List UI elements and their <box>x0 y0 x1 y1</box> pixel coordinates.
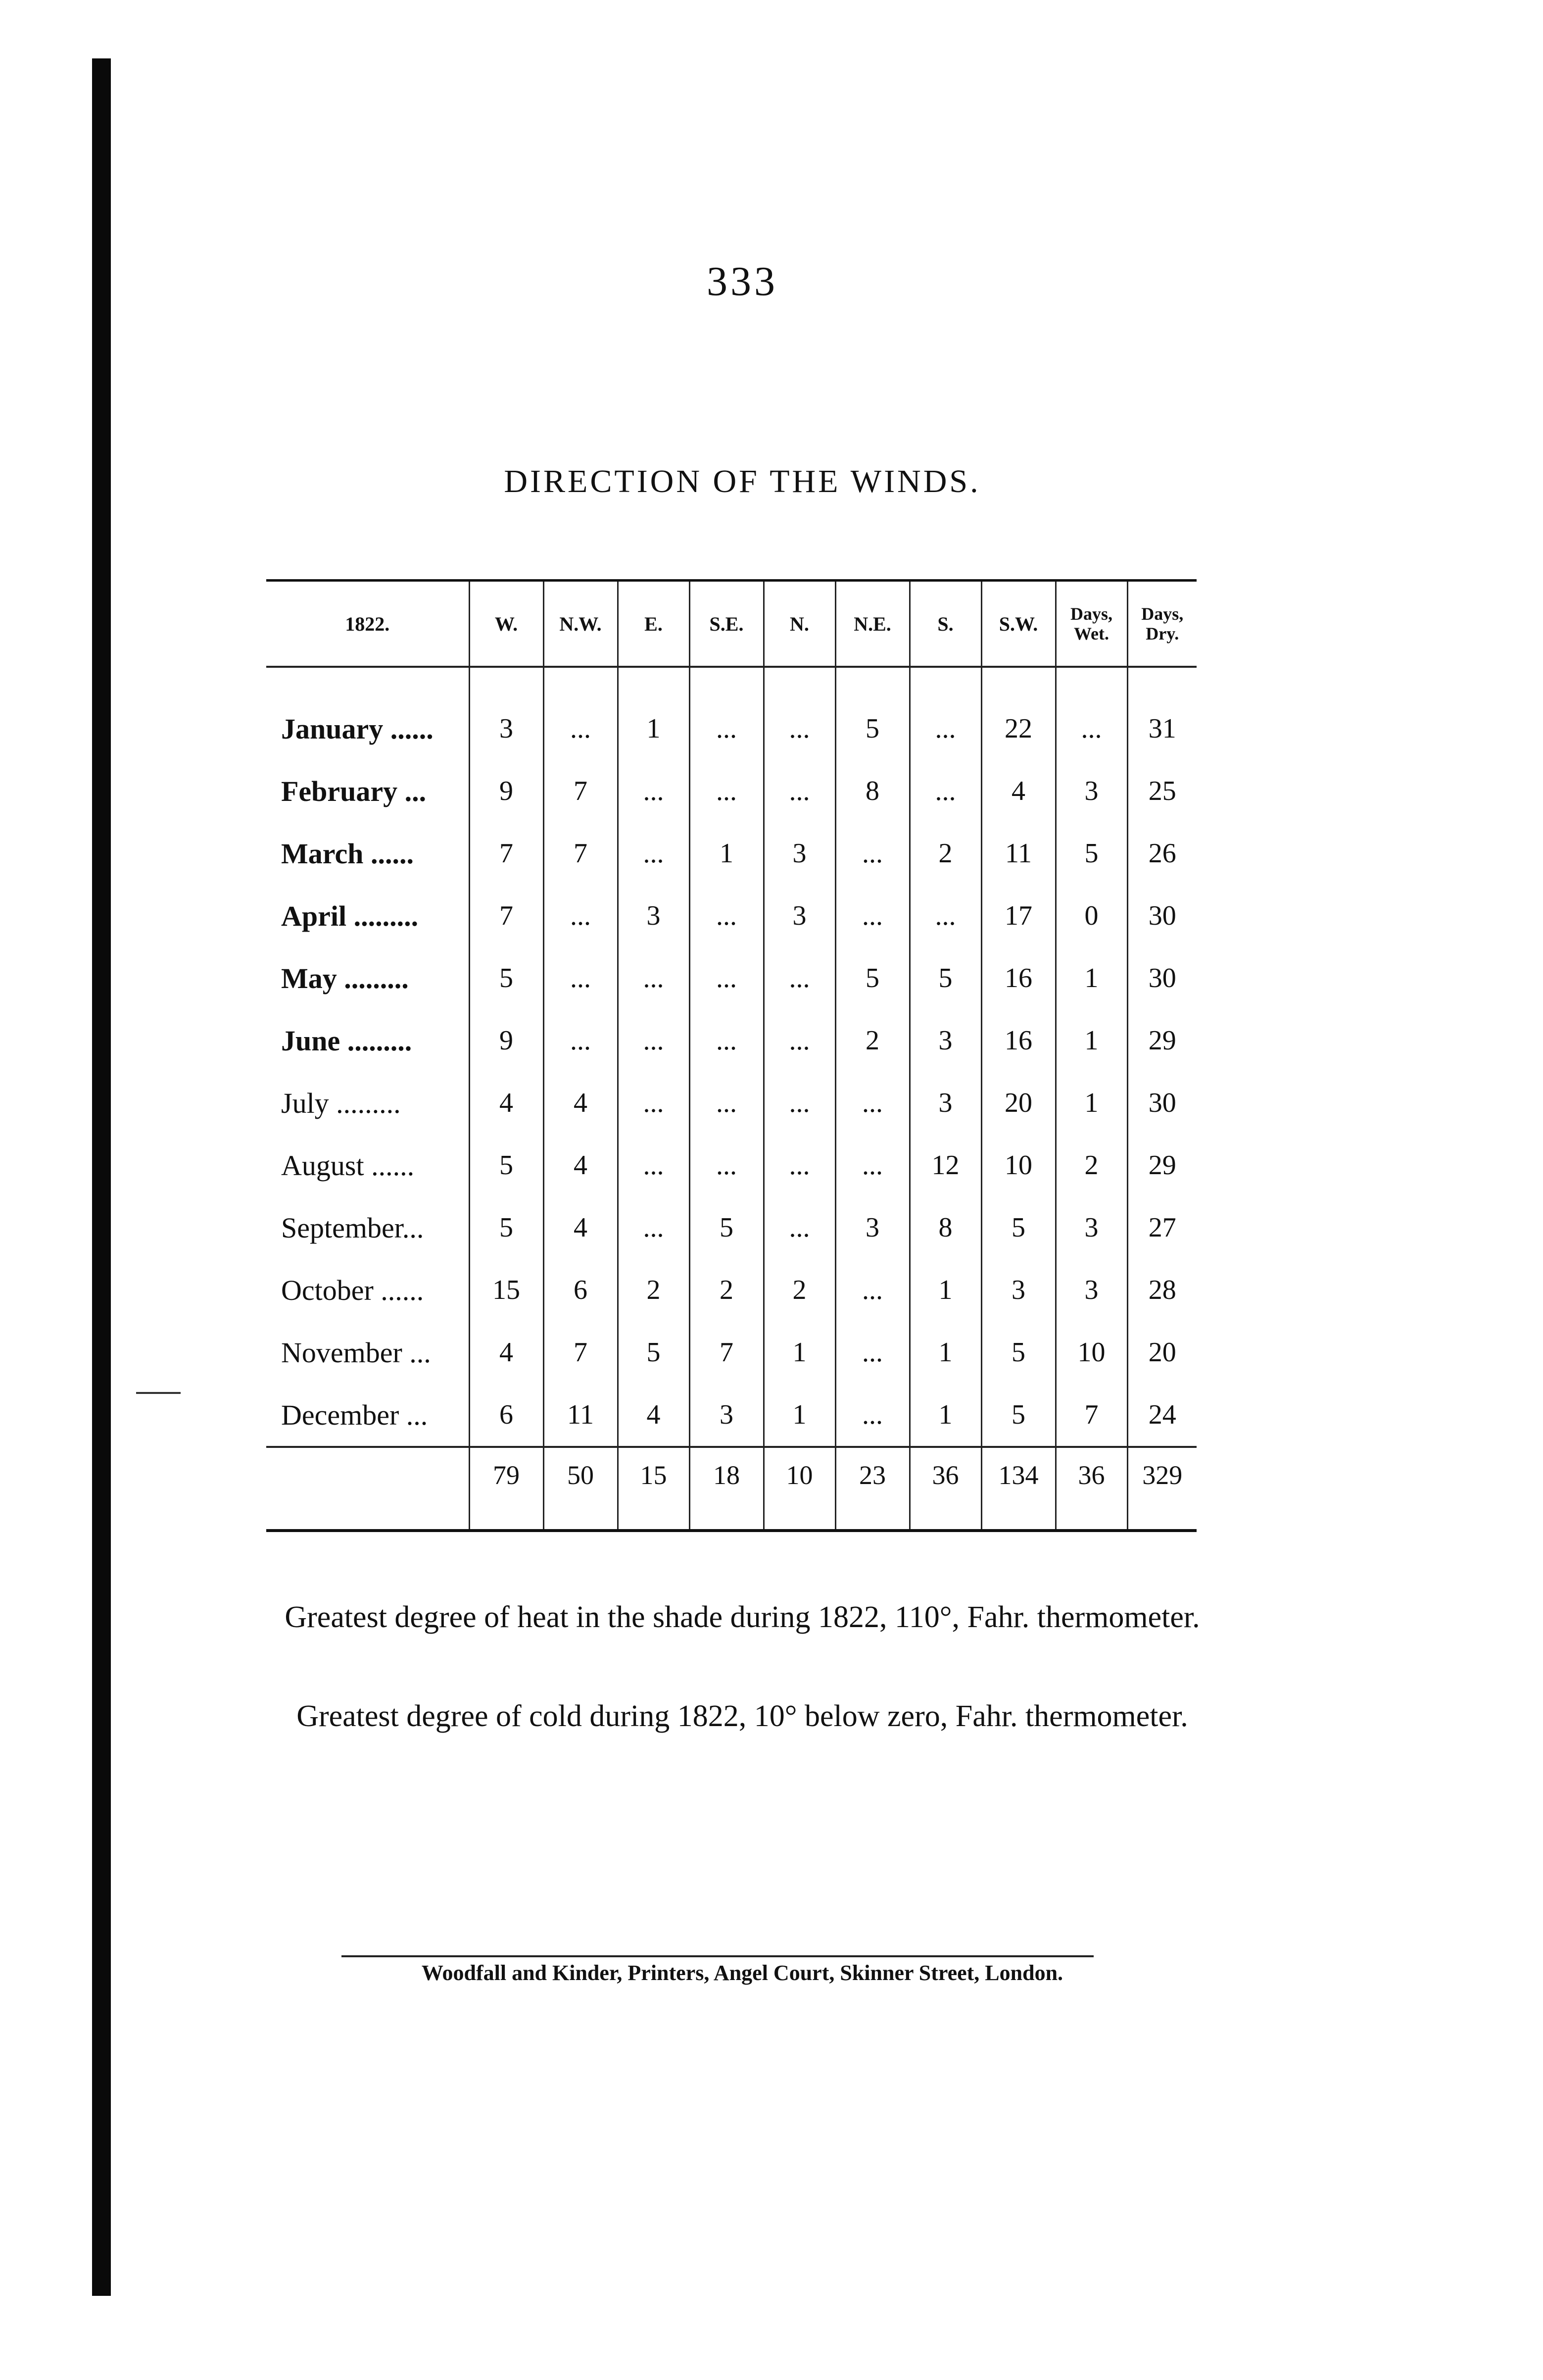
total-cell: 10 <box>764 1447 835 1531</box>
table-cell: 17 <box>981 885 1056 947</box>
table-cell: 7 <box>543 822 618 885</box>
total-cell: 329 <box>1127 1447 1197 1531</box>
table-cell: 11 <box>981 822 1056 885</box>
table-cell: ... <box>618 1009 689 1072</box>
table-cell: 29 <box>1127 1009 1197 1072</box>
col-header-se: S.E. <box>689 581 764 667</box>
table-cell: 2 <box>689 1259 764 1321</box>
table-cell: ... <box>764 947 835 1009</box>
table-cell: 15 <box>469 1259 543 1321</box>
table-cell: 4 <box>469 1072 543 1134</box>
table-cell: 5 <box>981 1321 1056 1384</box>
month-label: July ......... <box>281 1087 401 1119</box>
table-cell: ... <box>764 760 835 822</box>
table-cell: 4 <box>543 1134 618 1196</box>
table-cell: 3 <box>764 822 835 885</box>
month-label: September... <box>281 1211 424 1244</box>
month-label: February ... <box>281 775 427 807</box>
table-cell: 7 <box>689 1321 764 1384</box>
totals-row <box>266 1447 1197 1531</box>
table-cell: ... <box>543 885 618 947</box>
col-header-days-wet: Days, Wet. <box>1056 581 1127 667</box>
table-cell: 5 <box>910 947 981 1009</box>
table-cell: 10 <box>981 1134 1056 1196</box>
table-cell: ... <box>910 885 981 947</box>
table-cell: 1 <box>1056 1009 1127 1072</box>
table-cell: ... <box>764 1072 835 1134</box>
table-cell: 29 <box>1127 1134 1197 1196</box>
table-cell: 3 <box>764 885 835 947</box>
col-header-s: S. <box>910 581 981 667</box>
col-header-n: N. <box>764 581 835 667</box>
table-cell: ... <box>689 885 764 947</box>
table-cell: 3 <box>618 885 689 947</box>
table-cell: ... <box>543 1009 618 1072</box>
table-cell: 10 <box>1056 1321 1127 1384</box>
table-cell: ... <box>618 760 689 822</box>
header-row <box>266 581 1197 667</box>
table-cell: 20 <box>1127 1321 1197 1384</box>
table-cell: ... <box>618 822 689 885</box>
table-cell: ... <box>618 1134 689 1196</box>
table-cell: 26 <box>1127 822 1197 885</box>
table-cell: ... <box>835 1259 910 1321</box>
table-body <box>266 667 1197 1447</box>
table-cell: 7 <box>543 760 618 822</box>
table-cell: 22 <box>981 667 1056 760</box>
table-cell: 20 <box>981 1072 1056 1134</box>
table-row <box>266 1321 1197 1384</box>
month-label: May ......... <box>281 962 409 994</box>
table-cell: 4 <box>543 1072 618 1134</box>
table-cell: 2 <box>910 822 981 885</box>
table-cell: ... <box>764 667 835 760</box>
table-cell: 1 <box>689 822 764 885</box>
table-cell: 28 <box>1127 1259 1197 1321</box>
table-row <box>266 1196 1197 1259</box>
table-row <box>266 947 1197 1009</box>
table-cell: 1 <box>618 667 689 760</box>
table-cell: ... <box>835 822 910 885</box>
table-cell: 0 <box>1056 885 1127 947</box>
table-cell: ... <box>689 1134 764 1196</box>
table-cell: ... <box>689 1072 764 1134</box>
table-row <box>266 885 1197 947</box>
table-row <box>266 1259 1197 1321</box>
table-cell: 30 <box>1127 885 1197 947</box>
table-cell: ... <box>835 1072 910 1134</box>
col-header-nw: N.W. <box>543 581 618 667</box>
page-number: 333 <box>707 258 778 304</box>
note-greatest-cold: Greatest degree of cold during 1822, 10° below zero, Fahr. thermometer. <box>296 1699 1188 1733</box>
table-cell: 5 <box>469 1196 543 1259</box>
table-cell: ... <box>835 885 910 947</box>
table-cell: 3 <box>469 667 543 760</box>
month-label: April ......... <box>281 899 419 932</box>
table-row <box>266 1384 1197 1447</box>
table-cell: 7 <box>543 1321 618 1384</box>
table-cell: 27 <box>1127 1196 1197 1259</box>
table-cell: 25 <box>1127 760 1197 822</box>
month-label: November ... <box>281 1336 431 1369</box>
table-cell: 5 <box>1056 822 1127 885</box>
table-cell: 4 <box>981 760 1056 822</box>
table-cell: ... <box>910 667 981 760</box>
table-cell: 6 <box>469 1384 543 1447</box>
table-cell: ... <box>689 947 764 1009</box>
month-label: August ...... <box>281 1149 415 1182</box>
totals-label <box>266 1447 469 1531</box>
total-cell: 134 <box>981 1447 1056 1531</box>
margin-mark <box>136 1392 181 1394</box>
total-cell: 23 <box>835 1447 910 1531</box>
table-cell: 16 <box>981 947 1056 1009</box>
col-header-ne: N.E. <box>835 581 910 667</box>
table-cell: ... <box>764 1009 835 1072</box>
table-cell: ... <box>910 760 981 822</box>
table-cell: 9 <box>469 760 543 822</box>
table-cell: 3 <box>689 1384 764 1447</box>
table-cell: 1 <box>910 1384 981 1447</box>
table-row <box>266 1072 1197 1134</box>
table-cell: 3 <box>981 1259 1056 1321</box>
table-cell: 5 <box>469 947 543 1009</box>
table-cell: 1 <box>1056 947 1127 1009</box>
table-cell: 7 <box>469 885 543 947</box>
table-cell: 3 <box>910 1072 981 1134</box>
table-cell: ... <box>618 1072 689 1134</box>
col-header-w: W. <box>469 581 543 667</box>
total-cell: 36 <box>1056 1447 1127 1531</box>
note-greatest-heat: Greatest degree of heat in the shade during 1822, 110°, Fahr. thermometer. <box>285 1600 1200 1634</box>
table-cell: 16 <box>981 1009 1056 1072</box>
month-label: January ...... <box>281 712 434 745</box>
month-label: December ... <box>281 1398 428 1431</box>
table-cell: 12 <box>910 1134 981 1196</box>
table-cell: 1 <box>1056 1072 1127 1134</box>
table-cell: ... <box>543 667 618 760</box>
table-cell: ... <box>835 1134 910 1196</box>
page-title: DIRECTION OF THE WINDS. <box>504 463 981 499</box>
table-cell: 5 <box>618 1321 689 1384</box>
table-cell: 2 <box>835 1009 910 1072</box>
table-cell: 3 <box>1056 1196 1127 1259</box>
table-row <box>266 1134 1197 1196</box>
table-cell: 11 <box>543 1384 618 1447</box>
table-cell: ... <box>618 1196 689 1259</box>
table-cell: 9 <box>469 1009 543 1072</box>
table-cell: 1 <box>764 1384 835 1447</box>
total-cell: 15 <box>618 1447 689 1531</box>
table-cell: 1 <box>764 1321 835 1384</box>
table-cell: 24 <box>1127 1384 1197 1447</box>
table-cell: 3 <box>835 1196 910 1259</box>
table-cell: 1 <box>910 1259 981 1321</box>
table-cell: ... <box>618 947 689 1009</box>
table-cell: 5 <box>835 947 910 1009</box>
table-cell: 5 <box>469 1134 543 1196</box>
table-cell: ... <box>1056 667 1127 760</box>
total-cell: 18 <box>689 1447 764 1531</box>
table-cell: ... <box>543 947 618 1009</box>
printer-imprint: Woodfall and Kinder, Printers, Angel Court, Skinner Street, London. <box>421 1961 1063 1985</box>
winds-table <box>266 579 1197 1532</box>
table-cell: 7 <box>1056 1384 1127 1447</box>
total-cell: 79 <box>469 1447 543 1531</box>
total-cell: 36 <box>910 1447 981 1531</box>
table-cell: 7 <box>469 822 543 885</box>
total-cell: 50 <box>543 1447 618 1531</box>
table-cell: 5 <box>689 1196 764 1259</box>
table-cell: ... <box>764 1134 835 1196</box>
col-header-days-dry: Days, Dry. <box>1127 581 1197 667</box>
table-row <box>266 760 1197 822</box>
table-cell: 6 <box>543 1259 618 1321</box>
table-cell: 4 <box>618 1384 689 1447</box>
table-cell: 30 <box>1127 1072 1197 1134</box>
table-cell: 31 <box>1127 667 1197 760</box>
year-header: 1822. <box>266 581 469 667</box>
table-row <box>266 822 1197 885</box>
table-cell: 3 <box>910 1009 981 1072</box>
table-cell: ... <box>835 1384 910 1447</box>
month-label: October ...... <box>281 1274 424 1306</box>
table-cell: 5 <box>981 1384 1056 1447</box>
table-cell: 2 <box>764 1259 835 1321</box>
table-row <box>266 667 1197 760</box>
table-cell: ... <box>835 1321 910 1384</box>
table-cell: 8 <box>835 760 910 822</box>
table-cell: 3 <box>1056 760 1127 822</box>
table-cell: 8 <box>910 1196 981 1259</box>
table-cell: 5 <box>835 667 910 760</box>
table-cell: 4 <box>543 1196 618 1259</box>
table-cell: 1 <box>910 1321 981 1384</box>
table-cell: 30 <box>1127 947 1197 1009</box>
printer-rule <box>341 1955 1094 1957</box>
table-cell: 2 <box>1056 1134 1127 1196</box>
col-header-sw: S.W. <box>981 581 1056 667</box>
table-cell: 5 <box>981 1196 1056 1259</box>
table-cell: 4 <box>469 1321 543 1384</box>
table-cell: ... <box>689 1009 764 1072</box>
table-cell: ... <box>689 760 764 822</box>
page-binding-edge <box>92 58 111 2296</box>
table-cell: 2 <box>618 1259 689 1321</box>
table-cell: ... <box>764 1196 835 1259</box>
month-label: June ......... <box>281 1024 412 1057</box>
table-cell: 3 <box>1056 1259 1127 1321</box>
month-label: March ...... <box>281 837 414 870</box>
table-cell: ... <box>689 667 764 760</box>
col-header-e: E. <box>618 581 689 667</box>
table-row <box>266 1009 1197 1072</box>
